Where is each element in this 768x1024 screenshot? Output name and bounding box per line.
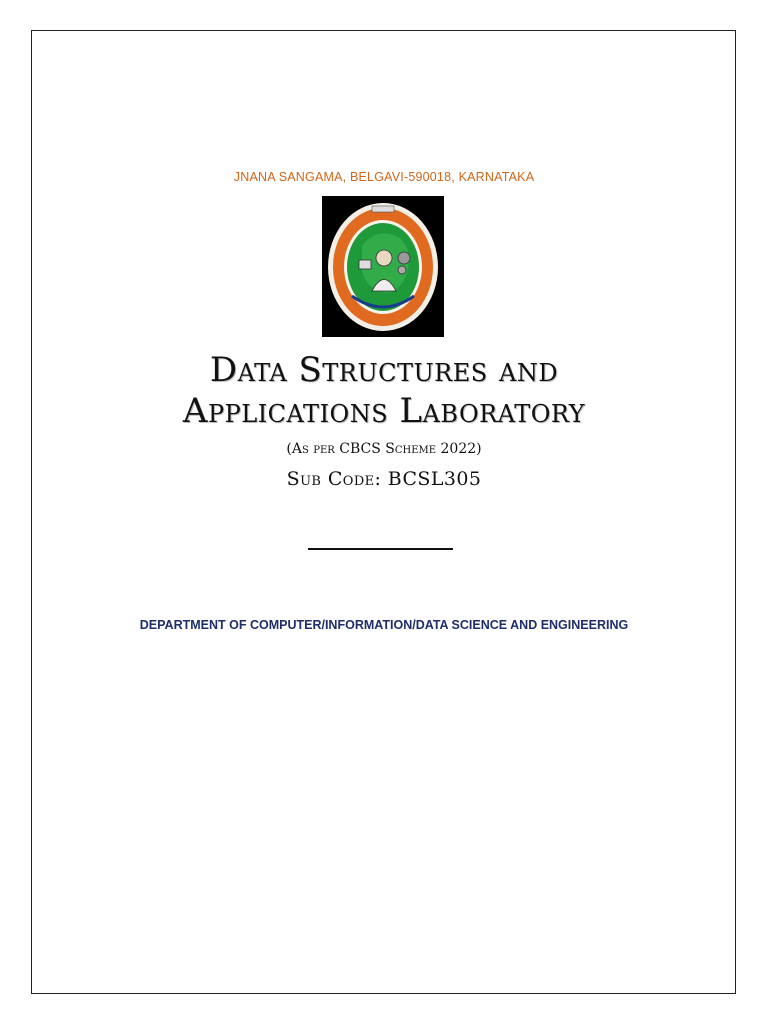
university-logo [322,196,444,337]
title-line-2: Applications Laboratory [182,391,586,431]
department-name: DEPARTMENT OF COMPUTER/INFORMATION/DATA SCIENCE AND ENGINEERING [139,618,629,632]
scheme-note: (As per CBCS Scheme 2022) [286,441,482,457]
vtu-emblem-icon [322,196,444,337]
title-line-1: Data Structures and [209,350,559,390]
university-address: JNANA SANGAMA, BELGAVI-590018, KARNATAKA [233,170,535,184]
subject-code: Sub Code: BCSL305 [286,468,482,490]
divider-line [308,548,453,550]
